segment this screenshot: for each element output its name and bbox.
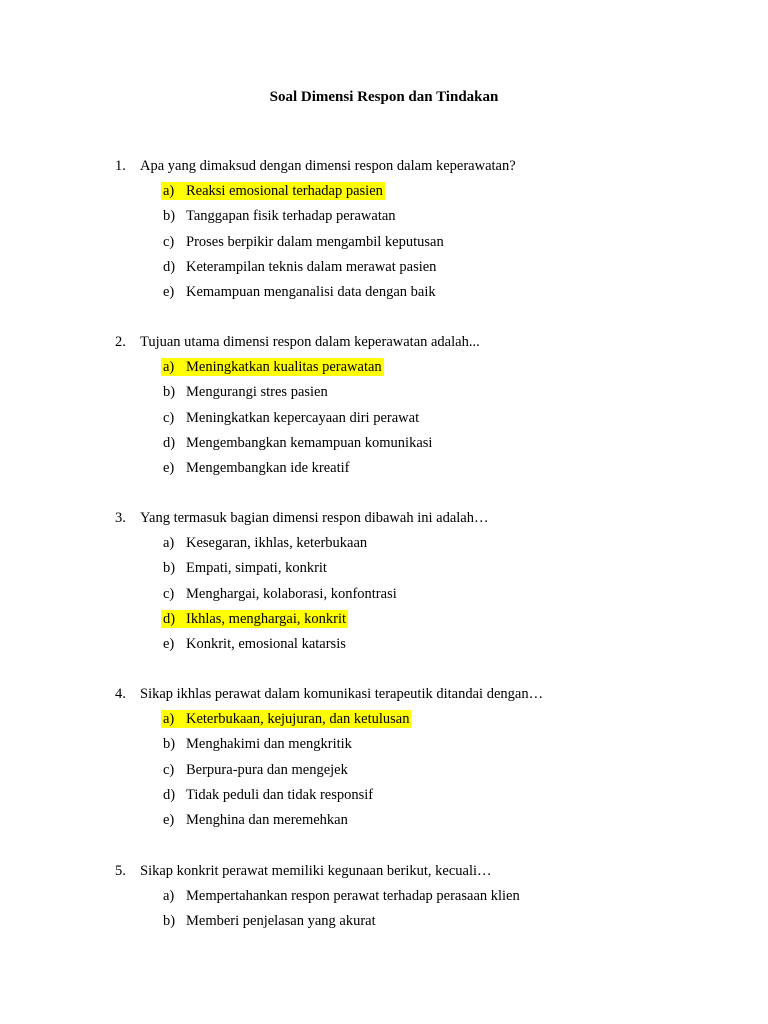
option-text: Proses berpikir dalam mengambil keputusan <box>186 233 444 250</box>
answer-option <box>0 887 768 912</box>
question-text: Yang termasuk bagian dimensi respon dibawah ini adalah… <box>140 510 489 526</box>
option-letter: a) <box>163 711 175 728</box>
answer-option <box>0 233 768 258</box>
question-number: 5. <box>115 863 126 879</box>
option-letter: a) <box>163 888 175 905</box>
answer-option-content <box>161 409 421 427</box>
option-text: Memberi penjelasan yang akurat <box>186 913 376 930</box>
answer-option-content <box>161 635 348 653</box>
option-text: Reaksi emosional terhadap pasien <box>186 183 383 200</box>
answer-option-highlighted <box>0 182 768 207</box>
answer-option-highlighted <box>0 710 768 735</box>
option-letter: a) <box>163 359 175 376</box>
option-text: Keterampilan teknis dalam merawat pasien <box>186 258 437 275</box>
answer-option-content <box>161 912 378 930</box>
option-text: Meningkatkan kualitas perawatan <box>186 359 382 376</box>
option-letter: e) <box>163 459 175 476</box>
option-letter: b) <box>163 208 176 225</box>
option-text: Mempertahankan respon perawat terhadap perasaan klien <box>186 888 520 905</box>
option-text: Menghargai, kolaborasi, konfontrasi <box>186 585 397 602</box>
answer-option <box>0 258 768 283</box>
option-letter: b) <box>163 560 176 577</box>
option-letter: a) <box>163 183 175 200</box>
answer-option-content <box>161 887 522 905</box>
option-text: Meningkatkan kepercayaan diri perawat <box>186 409 420 426</box>
option-letter: d) <box>163 610 176 627</box>
question-4 <box>0 685 768 836</box>
option-letter: e) <box>163 635 175 652</box>
option-letter: c) <box>163 585 175 602</box>
answer-option-highlighted <box>0 610 768 635</box>
answer-option <box>0 585 768 610</box>
answer-option <box>0 635 768 660</box>
option-text: Mengurangi stres pasien <box>186 384 328 401</box>
option-text: Menghina dan meremehkan <box>186 811 348 828</box>
answer-option-content <box>161 710 411 728</box>
answer-option-content <box>161 786 375 804</box>
option-text: Keterbukaan, kejujuran, dan ketulusan <box>186 711 410 728</box>
option-text: Berpura-pura dan mengejek <box>186 761 348 778</box>
question-text: Tujuan utama dimensi respon dalam keperawatan adalah... <box>140 334 480 350</box>
answer-option-content <box>161 182 385 200</box>
answer-option <box>0 735 768 760</box>
question-number: 3. <box>115 510 126 526</box>
option-text: Menghakimi dan mengkritik <box>186 736 352 753</box>
option-letter: b) <box>163 736 176 753</box>
answer-option-content <box>161 434 434 452</box>
option-letter: c) <box>163 409 175 426</box>
question-text: Apa yang dimaksud dengan dimensi respon dalam keperawatan? <box>140 158 516 174</box>
question-3 <box>0 509 768 660</box>
question-text: Sikap konkrit perawat memiliki kegunaan berikut, kecuali… <box>140 863 492 879</box>
question-5 <box>0 862 768 938</box>
document-title: Soal Dimensi Respon dan Tindakan <box>269 89 499 105</box>
question-stem <box>0 157 768 182</box>
option-text: Empati, simpati, konkrit <box>186 560 327 577</box>
answer-option-content <box>161 811 350 829</box>
question-number: 1. <box>115 158 126 174</box>
answer-option-content <box>161 559 329 577</box>
answer-option <box>0 283 768 308</box>
answer-option-content <box>161 383 330 401</box>
question-stem <box>0 862 768 887</box>
answer-option <box>0 912 768 937</box>
answer-option-content <box>161 735 354 753</box>
answer-option <box>0 459 768 484</box>
question-stem <box>0 509 768 534</box>
option-text: Tanggapan fisik terhadap perawatan <box>186 208 396 225</box>
answer-option <box>0 409 768 434</box>
option-letter: b) <box>163 384 176 401</box>
option-letter: e) <box>163 811 175 828</box>
answer-option-content <box>161 258 438 276</box>
answer-option <box>0 434 768 459</box>
question-stem <box>0 685 768 710</box>
answer-option-content <box>161 233 446 251</box>
option-text: Mengembangkan ide kreatif <box>186 459 350 476</box>
option-text: Kemampuan menganalisi data dengan baik <box>186 283 436 300</box>
option-letter: d) <box>163 786 176 803</box>
option-letter: c) <box>163 233 175 250</box>
option-letter: d) <box>163 258 176 275</box>
option-letter: c) <box>163 761 175 778</box>
option-letter: b) <box>163 913 176 930</box>
option-letter: a) <box>163 535 175 552</box>
answer-option <box>0 383 768 408</box>
question-2 <box>0 333 768 484</box>
answer-option <box>0 207 768 232</box>
question-1 <box>0 157 768 308</box>
answer-option <box>0 559 768 584</box>
answer-option-content <box>161 207 398 225</box>
option-letter: d) <box>163 434 176 451</box>
answer-option <box>0 811 768 836</box>
answer-option <box>0 761 768 786</box>
answer-option-content <box>161 459 351 477</box>
answer-option <box>0 534 768 559</box>
answer-option-content <box>161 610 348 628</box>
answer-option-content <box>161 283 438 301</box>
option-text: Mengembangkan kemampuan komunikasi <box>186 434 433 451</box>
question-number: 4. <box>115 686 126 702</box>
answer-option <box>0 786 768 811</box>
option-letter: e) <box>163 283 175 300</box>
option-text: Ikhlas, menghargai, konkrit <box>186 610 347 627</box>
answer-option-content <box>161 358 384 376</box>
option-text: Tidak peduli dan tidak responsif <box>186 786 374 803</box>
question-stem <box>0 333 768 358</box>
answer-option-content <box>161 761 350 779</box>
answer-option-content <box>161 585 399 603</box>
question-number: 2. <box>115 334 126 350</box>
question-text: Sikap ikhlas perawat dalam komunikasi terapeutik ditandai dengan… <box>140 686 544 702</box>
option-text: Kesegaran, ikhlas, keterbukaan <box>186 535 368 552</box>
answer-option-highlighted <box>0 358 768 383</box>
option-text: Konkrit, emosional katarsis <box>186 635 346 652</box>
answer-option-content <box>161 534 369 552</box>
